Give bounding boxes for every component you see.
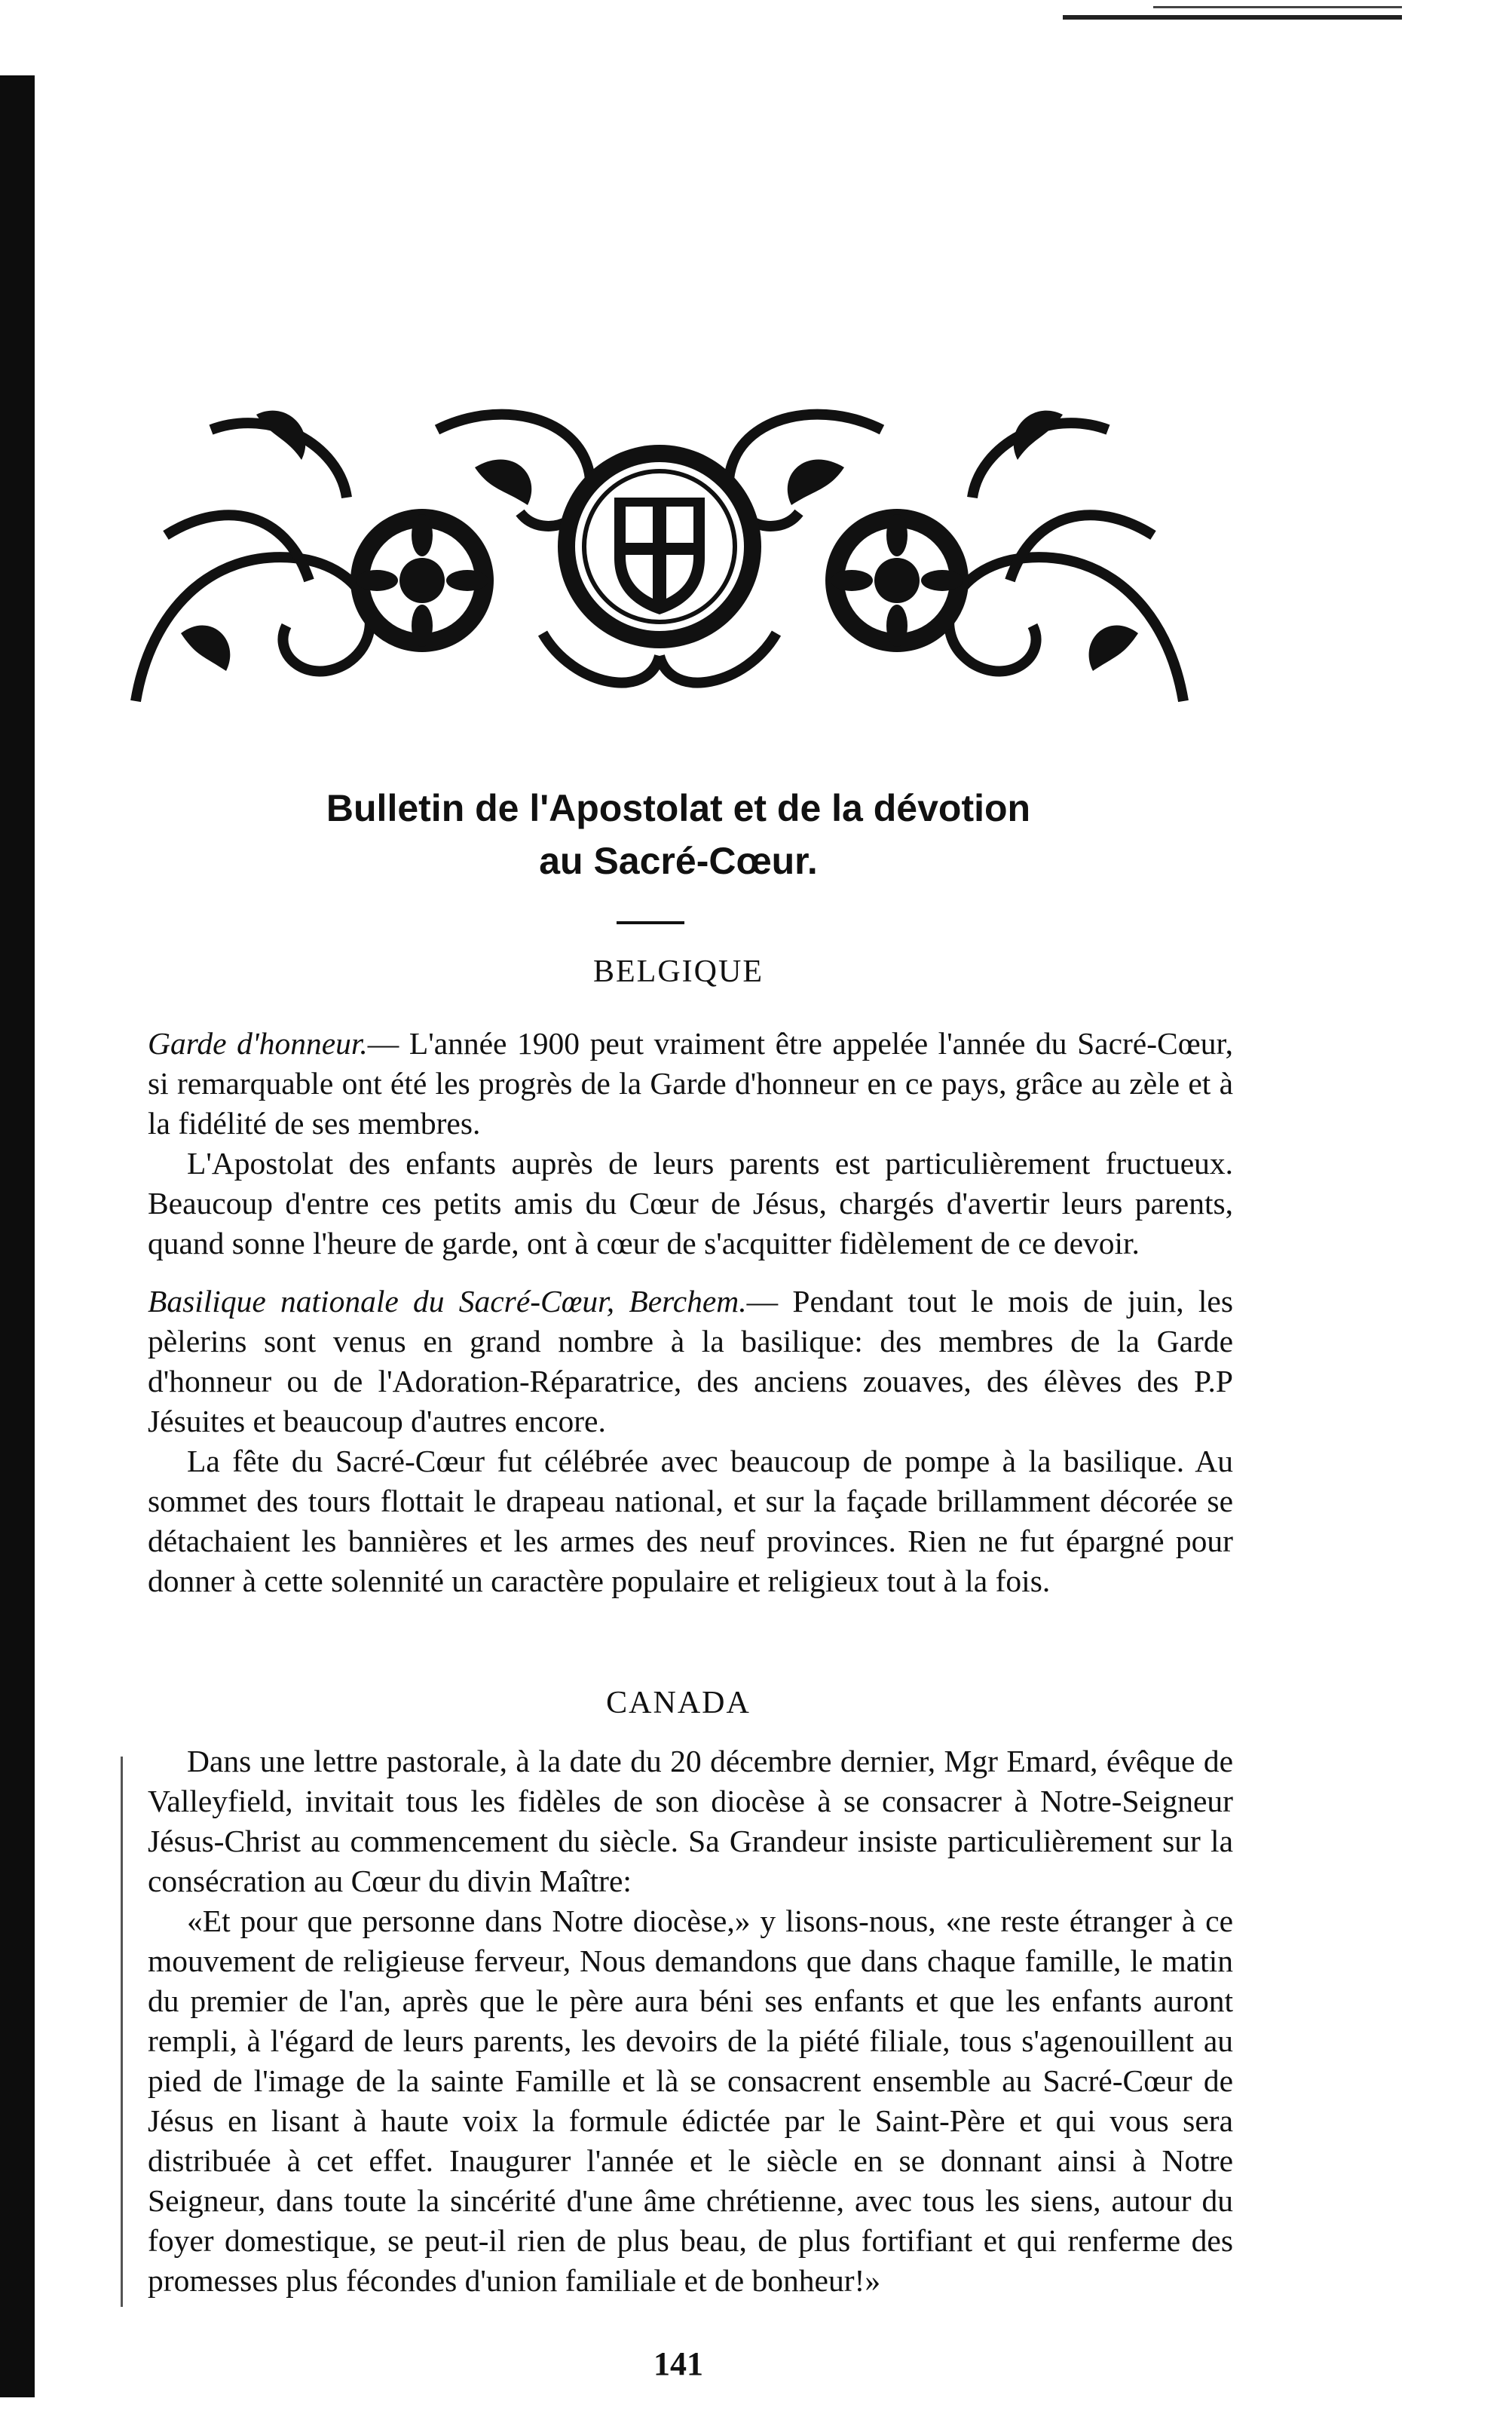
garde-text: — L'année 1900 peut vraiment être appelée l'année du Sacré-Cœur, si remarquable ont été les progrès de la Garde d'honneur en ce pays, grâce au zèle et à la fidélité de ses membres. [148, 1026, 1233, 1141]
quote-text: «Et pour que personne dans Notre diocèse,» y lisons-nous, «ne reste étranger à ce mouvement de religieuse ferveur, Nous demandons que dans chaque famille, le matin du premier de l'an, après que le père aura béni ses enfants et que les enfants auront rempli, à l'égard de leurs parents, les devoirs de la piété filiale, tous s'agenouillent au pied de l'image de la sainte Famille et là se consacrent ensemble au Sacré-Cœur de Jésus en lisant à haute voix la formule édictée par le Saint-Père et qui vous sera distribuée à cet effet. Inaugurer l'année et le siècle en se donnant ainsi à Notre Seigneur, dans toute la sincérité d'une âme chrétienne, avec tous les siens, autour du foyer domestique, se peut-il rien de plus beau, de plus fortifiant et qui renferme des promesses plus fécondes d'union familiale et de bonheur!» [148, 1904, 1233, 2298]
scan-top-rule [1063, 15, 1402, 20]
section-heading-belgique: BELGIQUE [593, 954, 764, 989]
floral-headpiece-ornament [121, 384, 1198, 716]
basilique-lead: Basilique nationale du Sacré-Cœur, Berchem. [148, 1284, 747, 1319]
pastorale-text: Dans une lettre pastorale, à la date du 20 décembre dernier, Mgr Emard, évêque de Valleyfield, invitait tous les fidèles de son diocèse à se consacrer à Notre-Seigneur Jésus-Christ au commencement du siècle. Sa Grandeur insiste particulièrement sur la consécration au Cœur du divin Maître: [148, 1744, 1233, 1898]
scan-top-mark [1153, 6, 1402, 8]
apostolat-text: L'Apostolat des enfants auprès de leurs parents est particulièrement fructueux. Beaucoup d'entre ces petits amis du Cœur de Jésus, chargés d'avertir leurs parents, quand sonne l'heure de garde, ont à cœur de s'acquitter fidèlement de ce devoir. [148, 1146, 1233, 1260]
belgique-garde-paragraph [148, 1024, 1233, 1264]
fete-text: La fête du Sacré-Cœur fut célébrée avec beaucoup de pompe à la basilique. Au sommet des tours flottait le drapeau national, et sur la façade brillamment décorée se détachaient les bannières et les armes des neuf provinces. Rien ne fut épargné pour donner à cette solennité un caractère populaire et religieux tout à la fois. [148, 1444, 1233, 1598]
belgique-basilique-paragraph [148, 1282, 1233, 1601]
garde-lead: Garde d'honneur. [148, 1026, 368, 1061]
canada-paragraph [148, 1741, 1233, 2301]
bulletin-title-line1: Bulletin de l'Apostolat et de la dévotion [326, 787, 1031, 829]
coat-of-arms-medallion [558, 445, 761, 648]
page-number: 141 [653, 2345, 703, 2382]
scan-gutter-line [121, 1757, 123, 2307]
scan-edge-shadow [0, 75, 35, 2397]
bulletin-title-line2: au Sacré-Cœur. [539, 840, 818, 882]
basilique-text: — Pendant tout le mois de juin, les pèlerins sont venus en grand nombre à la basilique: des membres de la Garde d'honneur ou de l'Adoration-Réparatrice, des anciens zouaves, des élèves des P.P Jésuites et beaucoup d'autres encore. [148, 1284, 1233, 1438]
title-divider [617, 921, 684, 924]
section-heading-canada: CANADA [606, 1686, 751, 1720]
